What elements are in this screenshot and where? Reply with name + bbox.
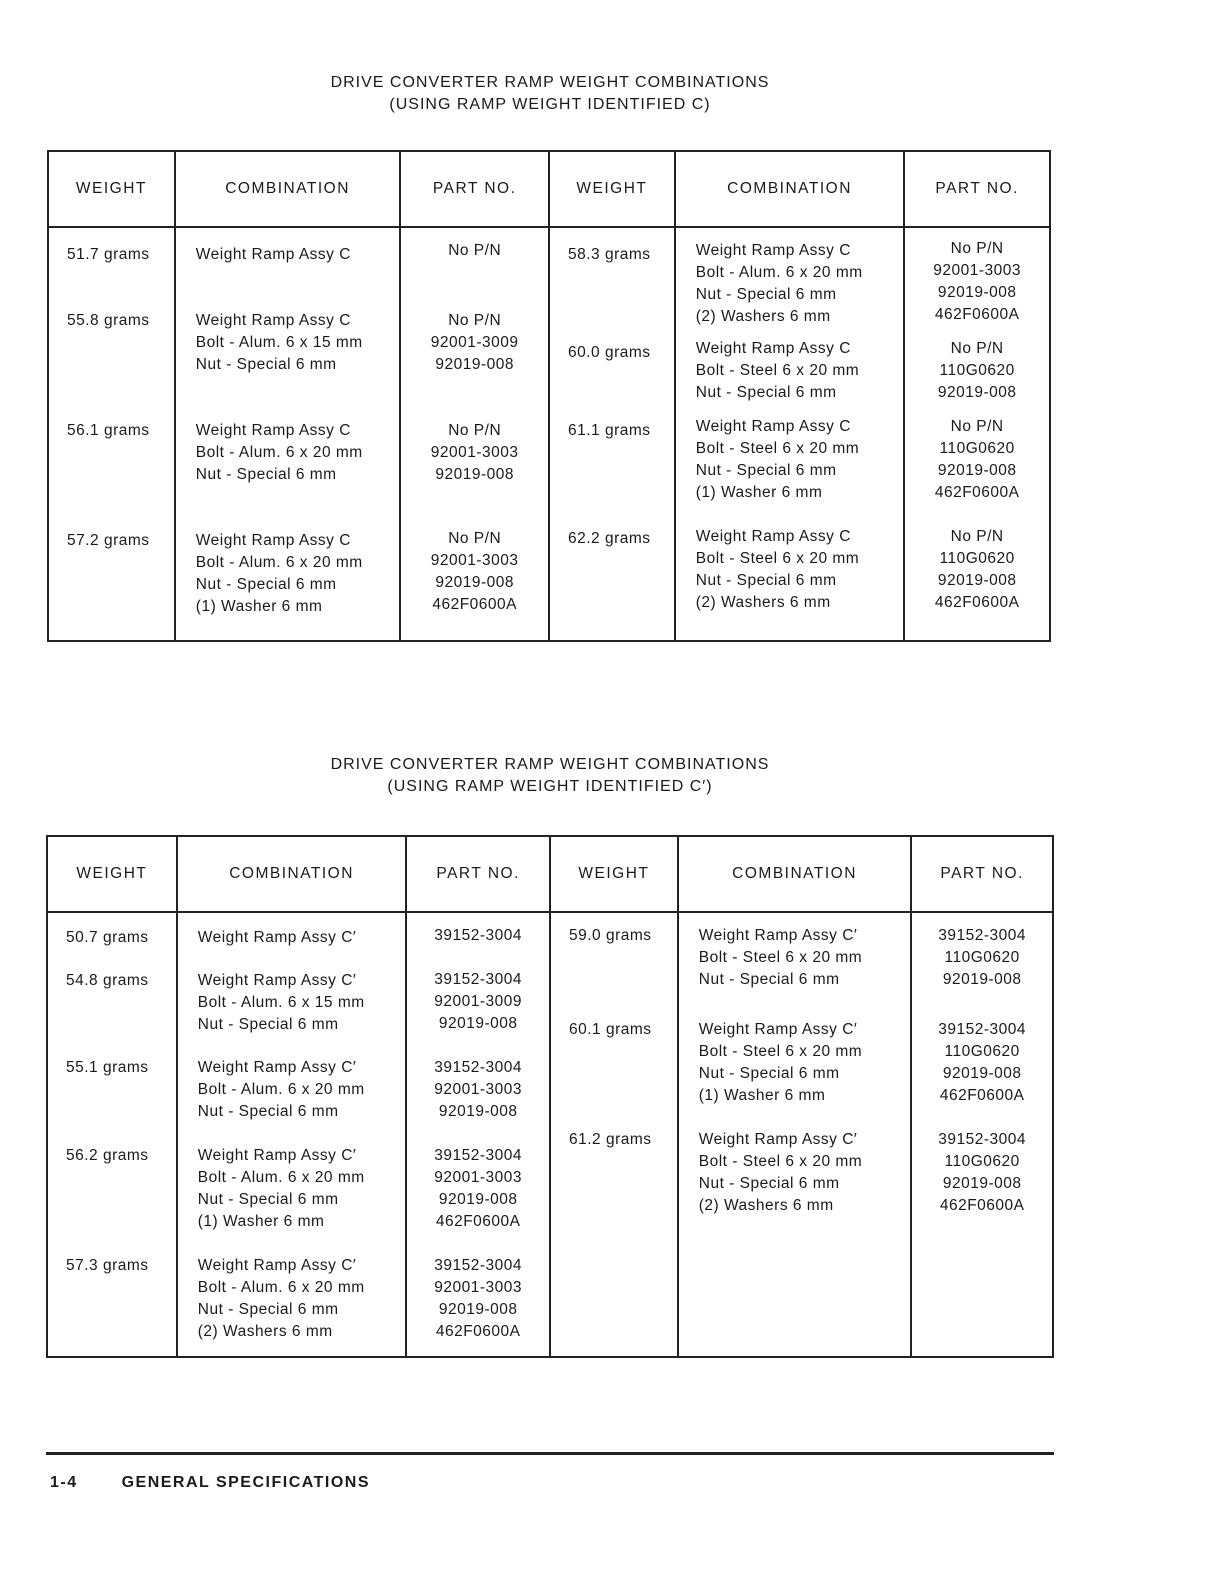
combination-item: Weight Ramp Assy C (695, 242, 851, 259)
table2-weight-left-col (47, 912, 177, 1357)
combination-item: Weight Ramp Assy C′ (197, 929, 357, 946)
part-number: 110G0620 (939, 362, 1015, 379)
part-number: 462F0600A (435, 1323, 521, 1340)
combination-item: Bolt - Alum. 6 x 20 mm (195, 554, 363, 571)
combination-list (178, 1145, 406, 1233)
weight-value (49, 244, 174, 266)
part-number: 92019-008 (435, 356, 514, 373)
part-number-list (905, 416, 1049, 504)
combination-item: Nut - Special 6 mm (197, 1016, 339, 1033)
combination-list (679, 925, 911, 991)
combination-item: Weight Ramp Assy C′ (197, 1147, 357, 1164)
part-number-list (905, 526, 1049, 614)
part-number: No P/N (950, 528, 1004, 545)
part-number: 92019-008 (942, 1065, 1022, 1082)
weight-text: 61.1 grams (567, 422, 651, 439)
combination-item: (1) Washer 6 mm (197, 1213, 325, 1230)
combination-list (679, 1019, 911, 1107)
table1-header-weight-right: WEIGHT (549, 151, 675, 227)
combination-item: (2) Washers 6 mm (698, 1197, 834, 1214)
combination-list (676, 416, 904, 504)
part-number: 39152-3004 (434, 927, 523, 944)
part-number: 92019-008 (438, 1191, 518, 1208)
combination-item: Weight Ramp Assy C′ (698, 1131, 858, 1148)
table2-header-combination-left: COMBINATION (177, 836, 407, 912)
table2-title-line1: DRIVE CONVERTER RAMP WEIGHT COMBINATIONS (330, 756, 770, 773)
combination-item: Nut - Special 6 mm (695, 572, 837, 589)
combination-item: Weight Ramp Assy C (695, 418, 851, 435)
table2-combination-left-col (177, 912, 407, 1357)
weight-value (48, 1145, 176, 1167)
table1-title-line2: (USING RAMP WEIGHT IDENTIFIED C) (389, 96, 711, 113)
table2-header-part-right: PART NO. (911, 836, 1053, 912)
table1-header-part-right: PART NO. (904, 151, 1050, 227)
weight-text: 58.3 grams (567, 246, 651, 263)
part-number: No P/N (448, 312, 502, 329)
combination-item: Weight Ramp Assy C (195, 532, 351, 549)
part-number: 92001-3003 (430, 552, 519, 569)
combination-item: Nut - Special 6 mm (698, 1065, 840, 1082)
part-number-list (905, 338, 1049, 404)
combination-list (176, 420, 400, 486)
weight-value (48, 970, 176, 992)
part-number: 92019-008 (937, 462, 1017, 479)
combination-item: Weight Ramp Assy C (695, 528, 851, 545)
combination-list (178, 927, 406, 949)
part-number: 39152-3004 (938, 927, 1027, 944)
combination-item: Weight Ramp Assy C′ (197, 1059, 357, 1076)
combination-list (676, 338, 904, 404)
part-number: 92001-3003 (434, 1279, 523, 1296)
combination-item: Weight Ramp Assy C (195, 246, 351, 263)
combination-item: Bolt - Alum. 6 x 20 mm (695, 264, 863, 281)
weight-text: 60.0 grams (567, 344, 651, 361)
part-number-list (912, 1129, 1052, 1217)
combination-list (176, 310, 400, 376)
part-number-list (407, 1255, 549, 1343)
table1-header-part-left: PART NO. (400, 151, 549, 227)
part-number: 110G0620 (944, 1153, 1020, 1170)
table2-title (0, 754, 1100, 798)
table2-part-left-col (406, 912, 550, 1357)
table2-combination-right-col (678, 912, 912, 1357)
combination-item: (2) Washers 6 mm (197, 1323, 333, 1340)
weight-text: 60.1 grams (568, 1021, 652, 1038)
part-number: 39152-3004 (434, 971, 523, 988)
table1-combination-left-col (175, 227, 401, 641)
combination-item: Weight Ramp Assy C′ (197, 1257, 357, 1274)
combination-item: Bolt - Steel 6 x 20 mm (698, 949, 863, 966)
combination-list (176, 244, 400, 266)
combination-list (176, 530, 400, 618)
part-number: 92001-3003 (430, 444, 519, 461)
part-number-list (401, 240, 548, 262)
part-number: 39152-3004 (938, 1021, 1027, 1038)
part-number: No P/N (448, 422, 502, 439)
part-number: 462F0600A (934, 306, 1020, 323)
part-number: 39152-3004 (434, 1059, 523, 1076)
part-number-list (401, 420, 548, 486)
page-footer (50, 1474, 370, 1492)
table1-part-right-col (904, 227, 1050, 641)
combination-item: Bolt - Steel 6 x 20 mm (698, 1153, 863, 1170)
weight-text: 62.2 grams (567, 530, 651, 547)
footer-rule (46, 1452, 1054, 1455)
part-number: 462F0600A (939, 1087, 1025, 1104)
part-number: 92019-008 (937, 284, 1017, 301)
combination-item: Bolt - Alum. 6 x 20 mm (195, 444, 363, 461)
part-number: 110G0620 (944, 1043, 1020, 1060)
table2-header-row (47, 836, 1053, 912)
part-number: 110G0620 (944, 949, 1020, 966)
part-number-list (407, 1057, 549, 1123)
combination-item: Nut - Special 6 mm (695, 286, 837, 303)
table1-weight-right-col (549, 227, 675, 641)
part-number: 92019-008 (438, 1015, 518, 1032)
part-number: 92019-008 (937, 384, 1017, 401)
part-number-list (407, 1145, 549, 1233)
combination-item: Bolt - Steel 6 x 20 mm (695, 550, 860, 567)
part-number: 39152-3004 (434, 1257, 523, 1274)
weight-text: 57.2 grams (67, 532, 150, 549)
combination-list (178, 1255, 406, 1343)
weight-value (550, 528, 674, 550)
part-number: 39152-3004 (938, 1131, 1027, 1148)
part-number: No P/N (950, 240, 1004, 257)
table1-title-line1: DRIVE CONVERTER RAMP WEIGHT COMBINATIONS (330, 74, 770, 91)
part-number: 92019-008 (942, 971, 1022, 988)
part-number: 462F0600A (432, 596, 517, 613)
part-number: No P/N (950, 340, 1004, 357)
part-number: 92019-008 (438, 1103, 518, 1120)
weight-value (48, 1255, 176, 1277)
part-number: 92019-008 (435, 466, 514, 483)
combination-item: Bolt - Alum. 6 x 20 mm (197, 1169, 365, 1186)
part-number: 92001-3003 (434, 1081, 523, 1098)
combination-list (676, 526, 904, 614)
part-number: 92019-008 (937, 572, 1017, 589)
part-number: 462F0600A (435, 1213, 521, 1230)
combination-item: (1) Washer 6 mm (698, 1087, 826, 1104)
combination-list (178, 970, 406, 1036)
part-number-list (407, 969, 549, 1035)
combination-item: Weight Ramp Assy C (195, 312, 351, 329)
weight-text: 61.2 grams (568, 1131, 652, 1148)
combination-list (676, 240, 904, 328)
combination-item: Weight Ramp Assy C′ (698, 1021, 858, 1038)
combination-item: Nut - Special 6 mm (197, 1191, 339, 1208)
weight-text: 55.8 grams (67, 312, 150, 329)
table1-header-combination-left: COMBINATION (175, 151, 401, 227)
combination-item: Nut - Special 6 mm (197, 1103, 339, 1120)
combination-item: Weight Ramp Assy C (695, 340, 851, 357)
combination-item: Weight Ramp Assy C (195, 422, 351, 439)
combination-item: Bolt - Steel 6 x 20 mm (695, 362, 860, 379)
table1-header-row (48, 151, 1050, 227)
part-number: 39152-3004 (434, 1147, 523, 1164)
table2-header-part-left: PART NO. (406, 836, 550, 912)
part-number: 92001-3003 (933, 262, 1022, 279)
combination-item: Bolt - Steel 6 x 20 mm (698, 1043, 863, 1060)
combination-item: Nut - Special 6 mm (698, 971, 840, 988)
part-number: No P/N (448, 242, 502, 259)
weight-text: 57.3 grams (66, 1257, 149, 1274)
weight-value (551, 925, 677, 947)
part-number-list (401, 528, 548, 616)
table2 (46, 835, 1054, 1358)
weight-text: 55.1 grams (66, 1059, 149, 1076)
combination-item: Nut - Special 6 mm (197, 1301, 339, 1318)
table1-body-row (48, 227, 1050, 641)
combination-item: Nut - Special 6 mm (195, 356, 337, 373)
weight-value (49, 420, 174, 442)
table2-title-line2: (USING RAMP WEIGHT IDENTIFIED C′) (387, 778, 713, 795)
table2-header-weight-right: WEIGHT (550, 836, 678, 912)
weight-text: 51.7 grams (67, 246, 150, 263)
weight-value (550, 244, 674, 266)
table1 (47, 150, 1051, 642)
part-number-list (912, 925, 1052, 991)
part-number: 462F0600A (939, 1197, 1025, 1214)
combination-item: Nut - Special 6 mm (695, 384, 837, 401)
weight-text: 59.0 grams (568, 927, 652, 944)
combination-item: Nut - Special 6 mm (698, 1175, 840, 1192)
combination-list (178, 1057, 406, 1123)
table1-header-combination-right: COMBINATION (675, 151, 905, 227)
combination-item: Nut - Special 6 mm (195, 466, 337, 483)
combination-item: Nut - Special 6 mm (195, 576, 337, 593)
combination-item: (2) Washers 6 mm (695, 594, 831, 611)
part-number: 110G0620 (939, 550, 1015, 567)
table1-title (0, 72, 1100, 116)
table2-header-combination-right: COMBINATION (678, 836, 912, 912)
part-number: 110G0620 (939, 440, 1015, 457)
table1-combination-right-col (675, 227, 905, 641)
weight-value (551, 1129, 677, 1151)
table2-part-right-col (911, 912, 1053, 1357)
weight-text: 56.2 grams (66, 1147, 149, 1164)
weight-value (49, 530, 174, 552)
combination-item: Bolt - Alum. 6 x 15 mm (197, 994, 365, 1011)
part-number: 92001-3009 (434, 993, 523, 1010)
combination-item: (1) Washer 6 mm (695, 484, 823, 501)
weight-text: 56.1 grams (67, 422, 150, 439)
weight-text: 50.7 grams (66, 929, 149, 946)
combination-item: Weight Ramp Assy C′ (197, 972, 357, 989)
combination-item: (1) Washer 6 mm (195, 598, 323, 615)
part-number: No P/N (448, 530, 502, 547)
weight-text: 54.8 grams (66, 972, 149, 989)
combination-item: Bolt - Alum. 6 x 15 mm (195, 334, 363, 351)
weight-value (551, 1019, 677, 1041)
weight-value (550, 342, 674, 364)
part-number: 462F0600A (934, 594, 1020, 611)
part-number-list (401, 310, 548, 376)
part-number: 92019-008 (438, 1301, 518, 1318)
combination-item: Bolt - Steel 6 x 20 mm (695, 440, 860, 457)
part-number: 92001-3009 (430, 334, 519, 351)
combination-list (679, 1129, 911, 1217)
weight-value (48, 927, 176, 949)
section-title: GENERAL SPECIFICATIONS (121, 1474, 371, 1491)
weight-value (48, 1057, 176, 1079)
combination-item: Nut - Special 6 mm (695, 462, 837, 479)
table1-header-weight-left: WEIGHT (48, 151, 175, 227)
part-number: 92019-008 (435, 574, 514, 591)
table1-part-left-col (400, 227, 549, 641)
part-number: 462F0600A (934, 484, 1020, 501)
part-number: 92019-008 (942, 1175, 1022, 1192)
part-number: No P/N (950, 418, 1004, 435)
weight-value (550, 420, 674, 442)
table2-weight-right-col (550, 912, 678, 1357)
part-number-list (905, 238, 1049, 326)
table2-body-row (47, 912, 1053, 1357)
part-number-list (407, 925, 549, 947)
page-number: 1-4 (50, 1474, 78, 1491)
combination-item: (2) Washers 6 mm (695, 308, 831, 325)
table2-header-weight-left: WEIGHT (47, 836, 177, 912)
combination-item: Bolt - Alum. 6 x 20 mm (197, 1279, 365, 1296)
combination-item: Weight Ramp Assy C′ (698, 927, 858, 944)
combination-item: Bolt - Alum. 6 x 20 mm (197, 1081, 365, 1098)
weight-value (49, 310, 174, 332)
part-number-list (912, 1019, 1052, 1107)
part-number: 92001-3003 (434, 1169, 523, 1186)
table1-weight-left-col (48, 227, 175, 641)
